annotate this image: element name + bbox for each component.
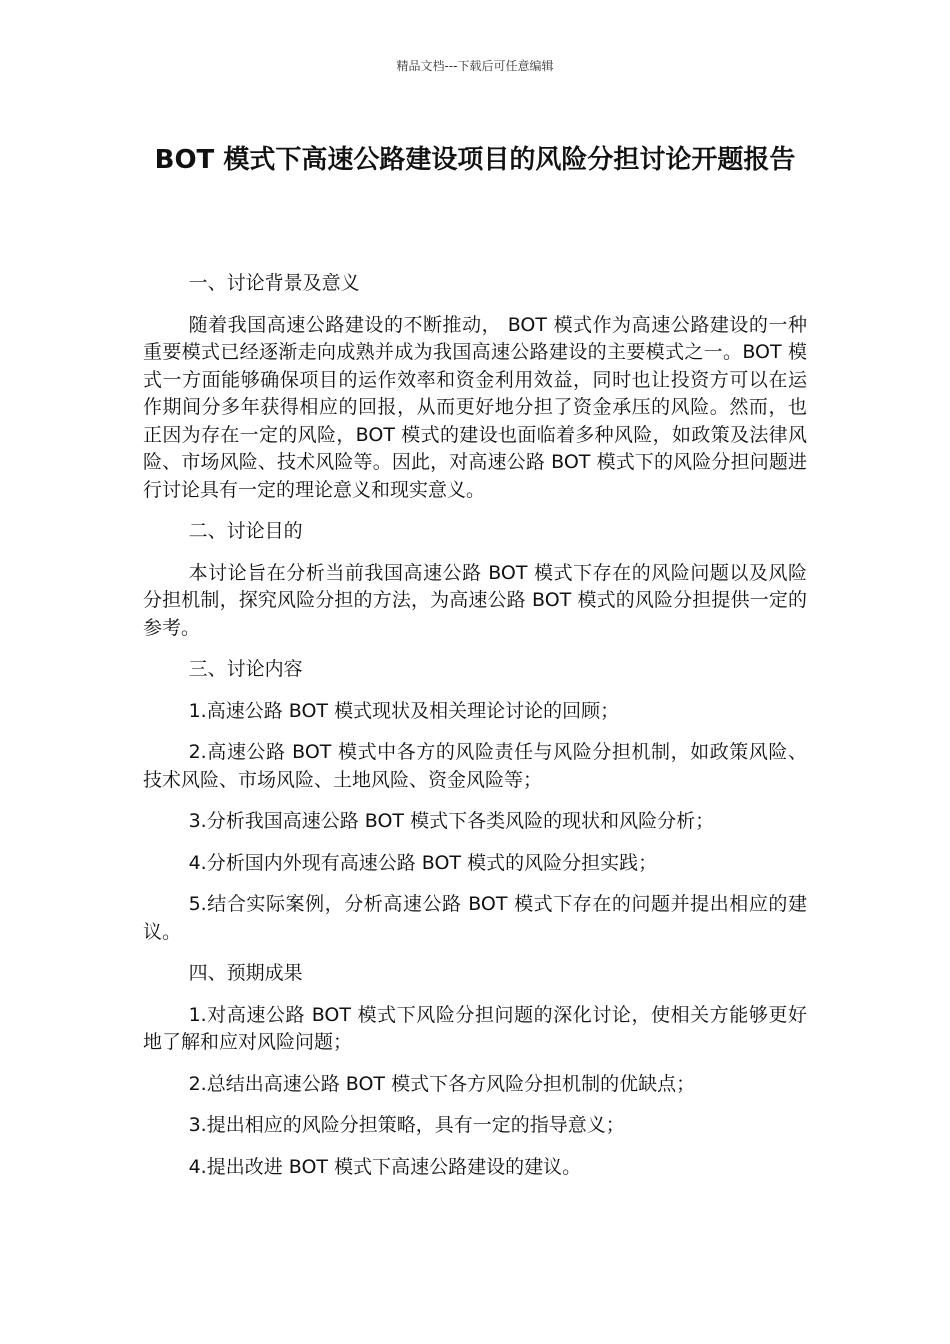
header-note: 精品文档---下载后可任意编辑 xyxy=(396,59,554,73)
document-title: BOT 模式下高速公路建设项目的风险分担讨论开题报告 xyxy=(154,145,796,175)
section-heading-content: 三、讨论内容 xyxy=(188,658,303,680)
section-heading-outcomes: 四、预期成果 xyxy=(188,962,303,984)
outcome-item-2: 2.总结出高速公路 BOT 模式下各方风险分担机制的优缺点； xyxy=(188,1072,696,1095)
content-item-2: 2.高速公路 BOT 模式中各方的风险责任与风险分担机制，如政策风险、技术风险、市场风险、土地风险、资金风险等； xyxy=(143,741,807,791)
content-item-3: 3.分析我国高速公路 BOT 模式下各类风险的现状和风险分析； xyxy=(188,810,715,832)
section-heading-purpose: 二、讨论目的 xyxy=(188,520,303,542)
content-item-1: 1.高速公路 BOT 模式现状及相关理论讨论的回顾； xyxy=(188,699,620,722)
outcome-item-3: 3.提出相应的风险分担策略，具有一定的指导意义； xyxy=(188,1114,625,1136)
paragraph-background: 随着我国高速公路建设的不断推动， BOT 模式作为高速公路建设的一种重要模式已经逐渐走向成熟并成为我国高速公路建设的主要模式之一。BOT 模式一方面能够确保项目的运作效率和资金利用效益，同时也让投资方可以在运作期间分多年获得相应的回报，从而更好地分担了资金承压的风险。然而，也正因为存在一定的风险，BOT 模式的建设也面临着多种风险，如政策及法律风险、市场风险、技术风险等。因此，对高速公路 BOT 模式下的风险分担问题进行讨论具有一定的理论意义和现实意义。 xyxy=(143,313,807,501)
content-item-5: 5.结合实际案例，分析高速公路 BOT 模式下存在的问题并提出相应的建议。 xyxy=(143,893,807,943)
document-body xyxy=(143,270,807,1195)
paragraph-purpose: 本讨论旨在分析当前我国高速公路 BOT 模式下存在的风险问题以及风险分担机制，探究风险分担的方法，为高速公路 BOT 模式的风险分担提供一定的参考。 xyxy=(143,561,807,639)
outcome-item-1: 1.对高速公路 BOT 模式下风险分担问题的深化讨论，使相关方能够更好地了解和应对风险问题； xyxy=(143,1003,807,1053)
outcome-item-4: 4.提出改进 BOT 模式下高速公路建设的建议。 xyxy=(188,1155,582,1178)
content-item-4: 4.分析国内外现有高速公路 BOT 模式的风险分担实践； xyxy=(188,851,658,874)
section-heading-background: 一、讨论背景及意义 xyxy=(188,272,360,294)
